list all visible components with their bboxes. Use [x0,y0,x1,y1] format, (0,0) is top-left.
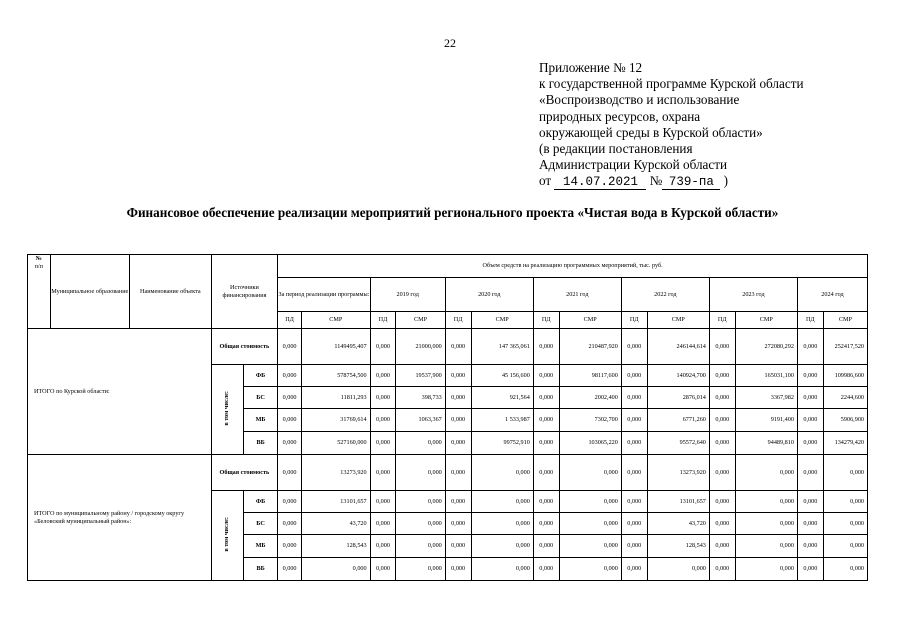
source-total: Общая стоимость [211,455,278,491]
annex-line: окружающей среды в Курской области» [539,124,763,140]
pd-value: 0,000 [370,455,396,491]
table-row [28,455,868,491]
header-num: № п/п [28,255,51,329]
smr-value: 0,000 [471,535,533,558]
annex-line: природных ресурсов, охрана [539,108,701,124]
smr-value: 0,000 [735,455,797,491]
smr-value: 3367,982 [735,387,797,409]
smr-value: 0,000 [735,491,797,513]
smr-value: 0,000 [471,491,533,513]
pd-value: 0,000 [445,409,471,432]
smr-value: 31769,614 [301,409,370,432]
pd-value: 0,000 [370,535,396,558]
pd-value: 0,000 [370,513,396,535]
header-year: 2020 год [445,278,533,312]
smr-value: 0,000 [823,491,867,513]
smr-value: 0,000 [471,513,533,535]
financing-table [27,254,868,581]
pd-value: 0,000 [709,409,735,432]
source-code: БС [243,513,277,535]
annex-line: к государственной программе Курской области [539,76,804,92]
header-pd: ПД [709,312,735,329]
in-that-number [211,491,243,581]
source-total: Общая стоимость [211,329,278,365]
decree-number: 739-па [662,176,720,190]
smr-value: 165031,100 [735,365,797,387]
pd-value: 0,000 [445,365,471,387]
pd-value: 0,000 [797,432,823,455]
header-object: Наименование объекта [130,255,212,329]
pd-value: 0,000 [533,409,559,432]
smr-value: 2244,600 [823,387,867,409]
smr-value: 134279,420 [823,432,867,455]
pd-value: 0,000 [621,491,647,513]
pd-value: 0,000 [370,387,396,409]
annex-line: Администрации Курской области [539,157,728,173]
pd-value: 0,000 [797,535,823,558]
pd-value: 0,000 [709,387,735,409]
pd-value: 0,000 [709,365,735,387]
smr-value: 43,720 [301,513,370,535]
pd-value: 0,000 [533,329,559,365]
smr-value: 13101,657 [301,491,370,513]
pd-value: 0,000 [709,535,735,558]
header-year: 2023 год [709,278,797,312]
pd-value: 0,000 [370,491,396,513]
smr-value: 128,543 [301,535,370,558]
header-smr: СМР [471,312,533,329]
smr-value: 140924,700 [647,365,709,387]
header-period: За период реализации программы: [278,278,370,312]
pd-value: 0,000 [709,455,735,491]
pd-value: 0,000 [445,387,471,409]
smr-value: 527160,000 [301,432,370,455]
smr-value: 19537,900 [396,365,445,387]
smr-value: 21000,000 [396,329,445,365]
smr-value: 0,000 [559,535,621,558]
source-code: БС [243,387,277,409]
smr-value: 13101,657 [647,491,709,513]
pd-value: 0,000 [370,409,396,432]
pd-value: 0,000 [370,558,396,581]
pd-value: 0,000 [621,409,647,432]
pd-value: 0,000 [797,409,823,432]
pd-value: 0,000 [621,558,647,581]
smr-value: 1 533,987 [471,409,533,432]
pd-value: 0,000 [370,365,396,387]
annex-line: Приложение № 12 [539,60,643,75]
pd-value: 0,000 [445,432,471,455]
smr-value: 398,733 [396,387,445,409]
header-pd: ПД [445,312,471,329]
pd-value: 0,000 [278,513,302,535]
closing-paren: ) [723,173,729,189]
smr-value: 578754,500 [301,365,370,387]
source-code: ФБ [243,365,277,387]
smr-value: 921,564 [471,387,533,409]
header-pd: ПД [278,312,302,329]
smr-value: 0,000 [823,558,867,581]
pd-value: 0,000 [709,329,735,365]
pd-value: 0,000 [278,365,302,387]
annex-date-line [539,173,879,190]
in-that-number-label: в том числе: [223,390,231,426]
header-year: 2021 год [533,278,621,312]
smr-value: 0,000 [471,455,533,491]
pd-value: 0,000 [370,329,396,365]
pd-value: 0,000 [533,387,559,409]
smr-value: 43,720 [647,513,709,535]
pd-value: 0,000 [278,432,302,455]
pd-value: 0,000 [797,558,823,581]
header-pd: ПД [797,312,823,329]
pd-value: 0,000 [445,455,471,491]
pd-value: 0,000 [533,491,559,513]
pd-value: 0,000 [621,432,647,455]
pd-value: 0,000 [278,387,302,409]
in-that-number-label: в том числе: [223,516,231,552]
pd-value: 0,000 [278,491,302,513]
pd-value: 0,000 [533,558,559,581]
smr-value: 252417,520 [823,329,867,365]
smr-value: 2876,014 [647,387,709,409]
smr-value: 9191,400 [735,409,797,432]
date-prefix: от [539,173,552,189]
source-code: МБ [243,409,277,432]
header-pd: ПД [621,312,647,329]
smr-value: 109986,600 [823,365,867,387]
smr-value: 0,000 [559,558,621,581]
pd-value: 0,000 [445,329,471,365]
smr-value: 128,543 [647,535,709,558]
smr-value: 0,000 [647,558,709,581]
pd-value: 0,000 [278,558,302,581]
pd-value: 0,000 [533,535,559,558]
pd-value: 0,000 [533,513,559,535]
smr-value: 94489,810 [735,432,797,455]
smr-value: 0,000 [396,535,445,558]
pd-value: 0,000 [621,455,647,491]
pd-value: 0,000 [278,409,302,432]
smr-value: 0,000 [396,432,445,455]
smr-value: 0,000 [301,558,370,581]
pd-value: 0,000 [445,535,471,558]
pd-value: 0,000 [278,455,302,491]
pd-value: 0,000 [278,329,302,365]
pd-value: 0,000 [445,491,471,513]
header-sources: Источники финансирования [211,255,278,329]
header-year: 2022 год [621,278,709,312]
header-smr: СМР [396,312,445,329]
number-prefix: № [649,173,663,189]
pd-value: 0,000 [533,455,559,491]
header-volume: Объем средств на реализацию программных мероприятий, тыс. руб. [278,255,868,278]
pd-value: 0,000 [797,329,823,365]
smr-value: 0,000 [559,491,621,513]
in-that-number [211,365,243,455]
header-pd: ПД [533,312,559,329]
smr-value: 0,000 [396,558,445,581]
header-smr: СМР [301,312,370,329]
pd-value: 0,000 [278,535,302,558]
smr-value: 0,000 [823,535,867,558]
smr-value: 0,000 [396,513,445,535]
pd-value: 0,000 [621,329,647,365]
annex-line: «Воспроизводство и использование [539,92,740,108]
pd-value: 0,000 [797,513,823,535]
smr-value: 6771,260 [647,409,709,432]
header-smr: СМР [647,312,709,329]
source-code: МБ [243,535,277,558]
smr-value: 210487,920 [559,329,621,365]
pd-value: 0,000 [709,513,735,535]
smr-value: 1063,367 [396,409,445,432]
pd-value: 0,000 [709,432,735,455]
pd-value: 0,000 [621,513,647,535]
smr-value: 2002,400 [559,387,621,409]
source-code: ФБ [243,491,277,513]
pd-value: 0,000 [709,558,735,581]
pd-value: 0,000 [370,432,396,455]
smr-value: 0,000 [396,455,445,491]
document-title: Финансовое обеспечение реализации мероприятий регионального проекта «Чистая вода в Курской области» [126,205,779,220]
pd-value: 0,000 [621,387,647,409]
source-code: ВБ [243,432,277,455]
smr-value: 13273,920 [647,455,709,491]
smr-value: 272080,292 [735,329,797,365]
header-municipality: Муниципальное образование [50,255,129,329]
smr-value: 147 365,061 [471,329,533,365]
table-row [28,329,868,365]
smr-value: 95572,640 [647,432,709,455]
header-year: 2024 год [797,278,867,312]
pd-value: 0,000 [445,558,471,581]
pd-value: 0,000 [709,491,735,513]
smr-value: 7302,700 [559,409,621,432]
annex-block [539,60,879,190]
pd-value: 0,000 [797,387,823,409]
smr-value: 0,000 [396,491,445,513]
annex-line: (в редакции постановления [539,141,693,157]
smr-value: 13273,920 [301,455,370,491]
header-smr: СМР [559,312,621,329]
group-name: ИТОГО по муниципальному району / городскому округу «Беловский муниципальный район»: [28,455,212,581]
smr-value: 0,000 [735,513,797,535]
pd-value: 0,000 [533,432,559,455]
pd-value: 0,000 [797,491,823,513]
pd-value: 0,000 [797,365,823,387]
smr-value: 1149495,407 [301,329,370,365]
smr-value: 0,000 [471,558,533,581]
header-pd: ПД [370,312,396,329]
pd-value: 0,000 [621,535,647,558]
group-name: ИТОГО по Курской области: [28,329,212,455]
smr-value: 5906,900 [823,409,867,432]
pd-value: 0,000 [445,513,471,535]
smr-value: 0,000 [735,535,797,558]
smr-value: 0,000 [735,558,797,581]
smr-value: 98117,600 [559,365,621,387]
pd-value: 0,000 [621,365,647,387]
header-smr: СМР [735,312,797,329]
pd-value: 0,000 [797,455,823,491]
smr-value: 99752,910 [471,432,533,455]
smr-value: 0,000 [559,455,621,491]
smr-value: 246144,614 [647,329,709,365]
smr-value: 11811,293 [301,387,370,409]
header-year: 2019 год [370,278,445,312]
smr-value: 103065,220 [559,432,621,455]
pd-value: 0,000 [533,365,559,387]
source-code: ВБ [243,558,277,581]
smr-value: 0,000 [823,513,867,535]
smr-value: 45 156,600 [471,365,533,387]
decree-date: 14.07.2021 [554,176,646,190]
page-number: 22 [444,36,456,50]
smr-value: 0,000 [559,513,621,535]
header-smr: СМР [823,312,867,329]
smr-value: 0,000 [823,455,867,491]
